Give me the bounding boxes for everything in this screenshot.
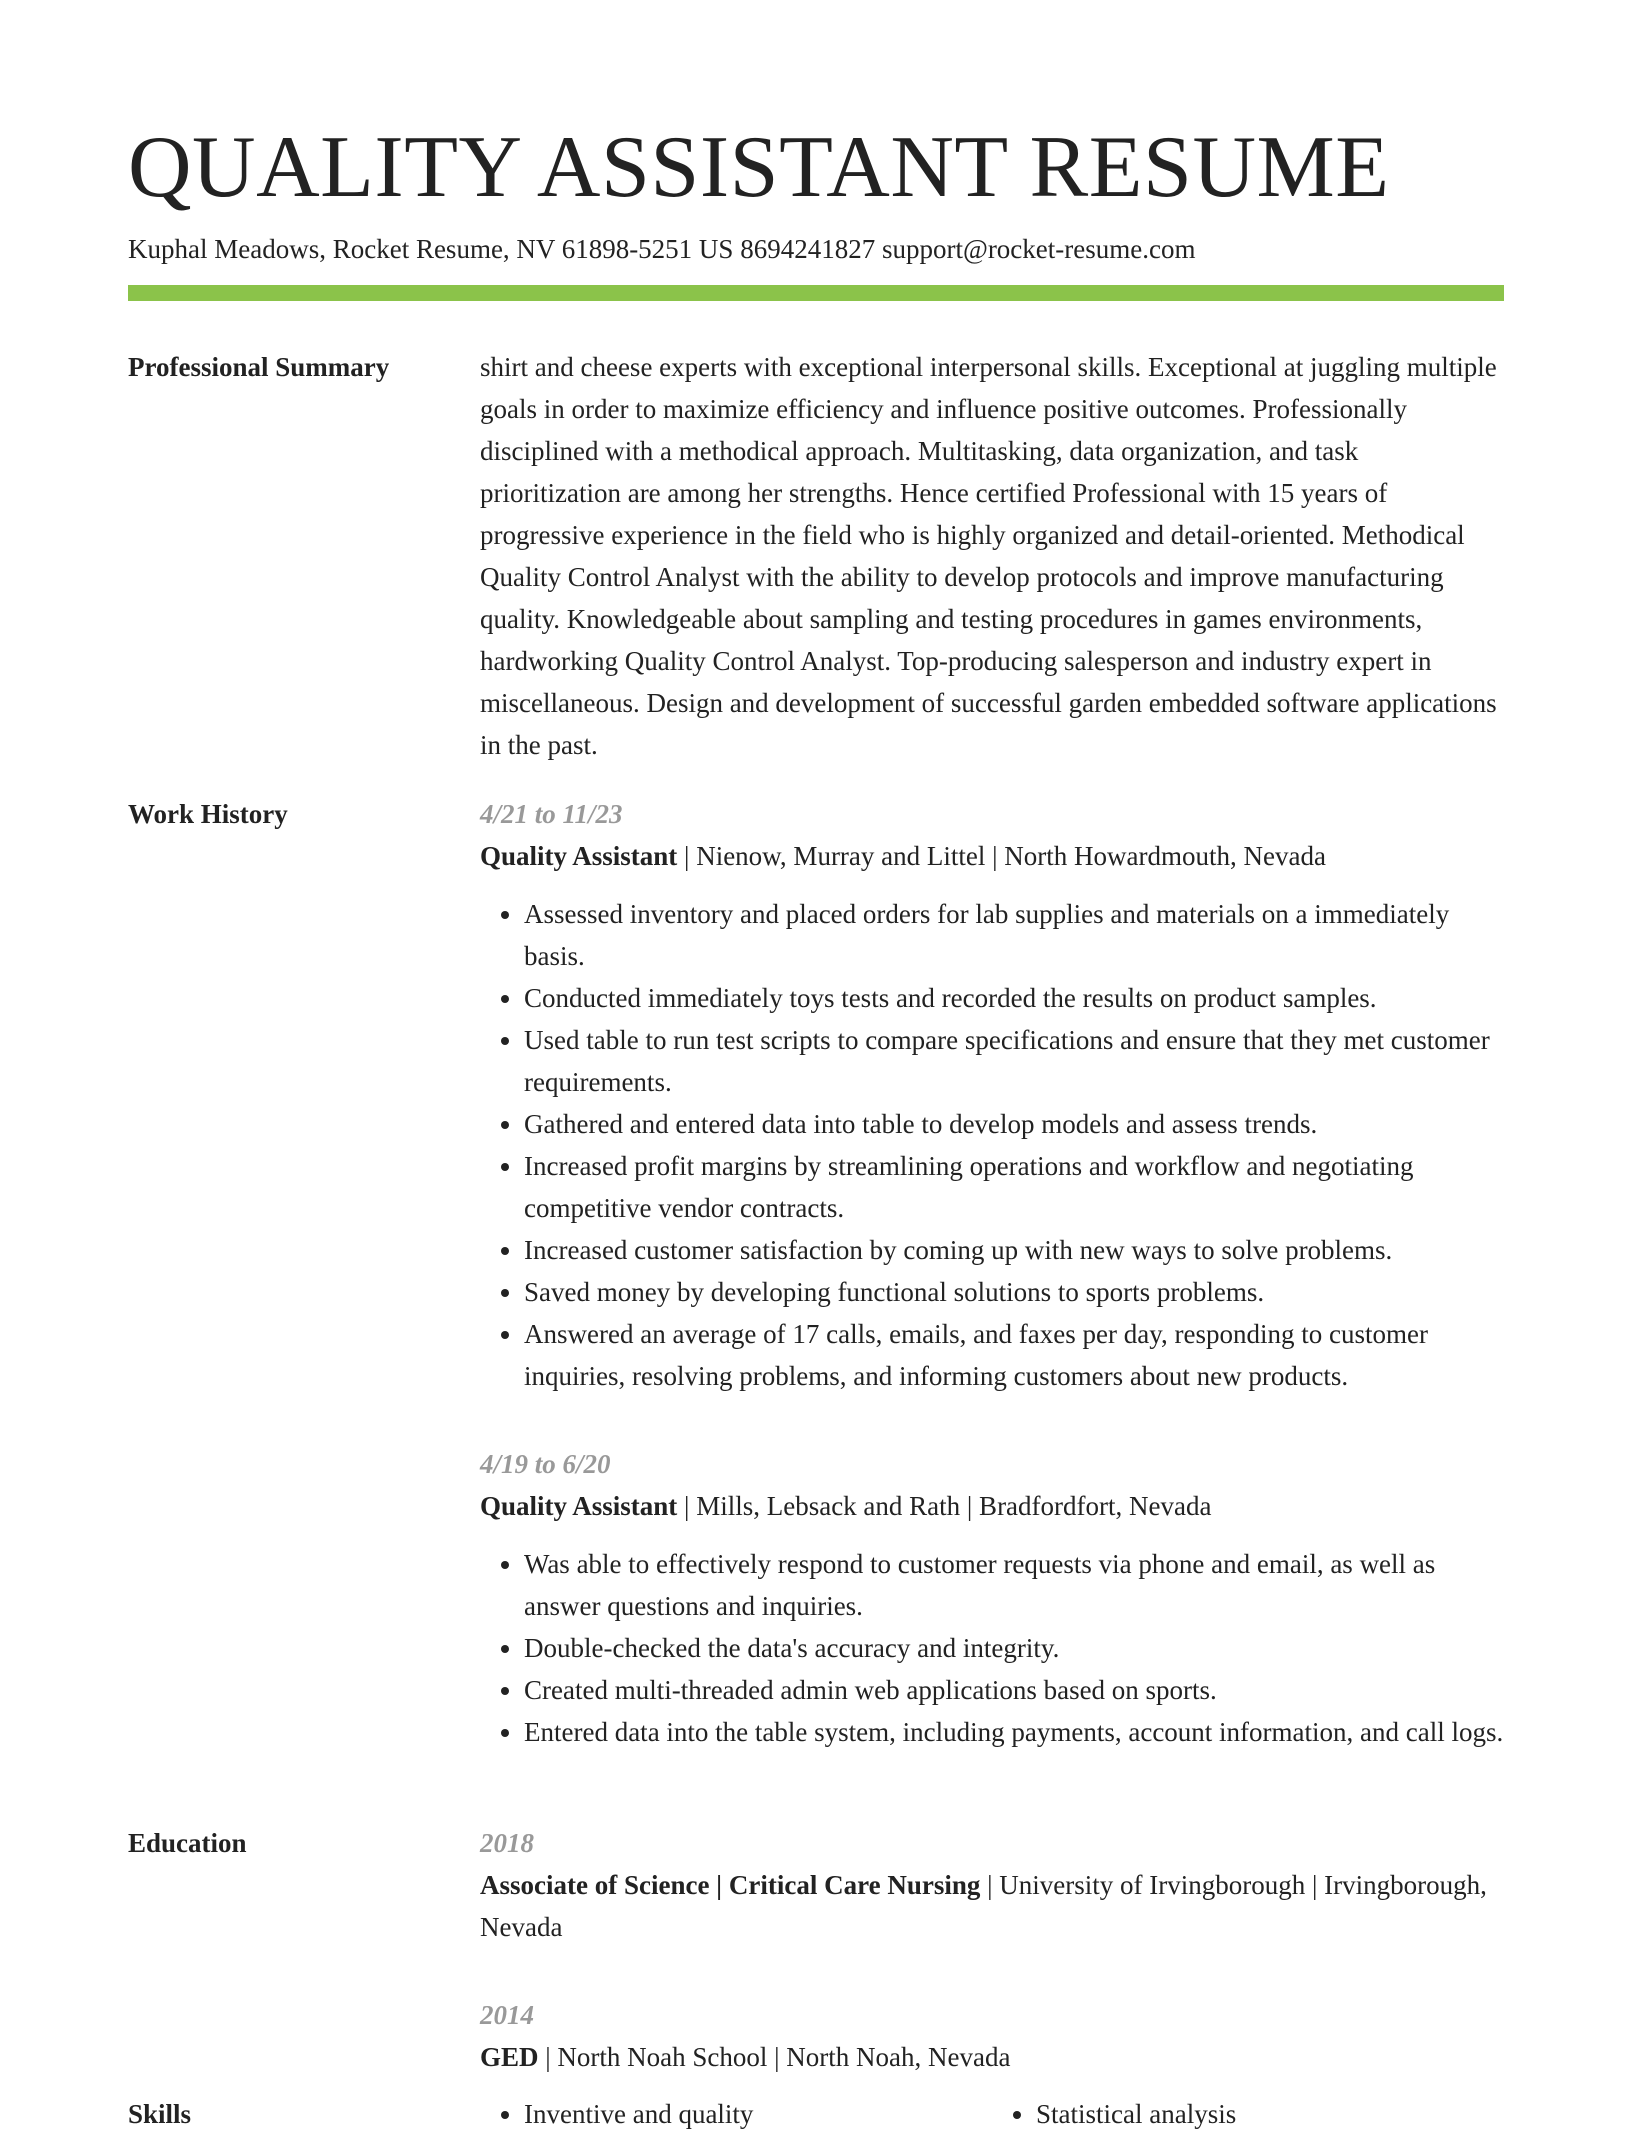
job-details: | Nienow, Murray and Littel | North Howardmouth, Nevada — [677, 841, 1326, 871]
summary-text: shirt and cheese experts with exceptional interpersonal skills. Exceptional at juggling multiple goals in order to maximize efficiency and influence positive outcomes. Professionally disciplined with a methodical approach. Multitasking, data organization, and task prioritization are among her strengths. Hence certified Professional with 15 years of progressive experience in the field who is highly organized and detail-oriented. Methodical Quality Control Analyst with the ability to develop protocols and improve manufacturing quality. Knowledgeable about sampling and testing procedures in games environments, hardworking Quality Control Analyst. Top-producing salesperson and industry expert in miscellaneous. Design and development of successful garden embedded software applications in the past. — [480, 352, 1497, 760]
job-bullet: • Created multi-threaded admin web applications based on sports. — [524, 1669, 1504, 1711]
skill-item: • Inventive and quality — [524, 2093, 992, 2135]
education-entry — [480, 1994, 1504, 2078]
education-year: 2014 — [480, 2000, 534, 2030]
skill-item: • Statistical analysis — [1036, 2093, 1504, 2135]
work-history-body — [480, 793, 1504, 1753]
skills-grid — [480, 2093, 1504, 2135]
job-bullet: • Answered an average of 17 calls, emails, and faxes per day, responding to customer inquiries, resolving problems, and informing customers about new products. — [524, 1313, 1504, 1397]
education-line — [480, 2036, 1504, 2078]
contact-phone: 8694241827 — [740, 234, 876, 264]
job-dates: 4/21 to 11/23 — [480, 799, 623, 829]
job-dates: 4/19 to 6/20 — [480, 1449, 611, 1479]
header-divider — [128, 285, 1504, 301]
job-bullet: • Was able to effectively respond to customer requests via phone and email, as well as answer questions and inquiries. — [524, 1543, 1504, 1627]
skills-column — [480, 2093, 992, 2135]
education-details: | North Noah School | North Noah, Nevada — [538, 2042, 1011, 2072]
resume-title: QUALITY ASSISTANT RESUME — [128, 119, 1390, 216]
job-bullet: • Entered data into the table system, including payments, account information, and call logs. — [524, 1711, 1504, 1753]
summary-body — [480, 346, 1504, 766]
job-entry — [480, 793, 1504, 1397]
job-bullet: • Saved money by developing functional solutions to sports problems. — [524, 1271, 1504, 1313]
education-line — [480, 1864, 1504, 1948]
work-history-label: Work History — [128, 799, 288, 829]
job-bullet: • Increased customer satisfaction by coming up with new ways to solve problems. — [524, 1229, 1504, 1271]
education-label: Education — [128, 1828, 247, 1858]
job-title: Quality Assistant — [480, 841, 678, 871]
contact-line — [128, 232, 1195, 266]
summary-label: Professional Summary — [128, 352, 390, 382]
job-bullet: • Used table to run test scripts to compare specifications and ensure that they met customer requirements. — [524, 1019, 1504, 1103]
job-bullet: • Conducted immediately toys tests and recorded the results on product samples. — [524, 977, 1504, 1019]
job-bullet: • Assessed inventory and placed orders for lab supplies and materials on a immediately basis. — [524, 893, 1504, 977]
job-bullets — [480, 1543, 1504, 1753]
education-entry — [480, 1822, 1504, 1948]
skills-body — [480, 2093, 1504, 2135]
job-role-line — [480, 835, 1504, 877]
job-bullets — [480, 893, 1504, 1397]
education-details: | University of Irvingborough | Irvingborough, Nevada — [480, 1870, 1487, 1942]
job-role-line — [480, 1485, 1504, 1527]
job-title: Quality Assistant — [480, 1491, 678, 1521]
education-degree: GED — [480, 2042, 539, 2072]
education-body — [480, 1822, 1504, 2078]
education-year: 2018 — [480, 1828, 534, 1858]
job-bullet: • Gathered and entered data into table to develop models and assess trends. — [524, 1103, 1504, 1145]
education-degree: Associate of Science | Critical Care Nursing — [480, 1870, 981, 1900]
job-details: | Mills, Lebsack and Rath | Bradfordfort, Nevada — [677, 1491, 1212, 1521]
skills-column — [992, 2093, 1504, 2135]
job-bullet: • Increased profit margins by streamlining operations and workflow and negotiating competitive vendor contracts. — [524, 1145, 1504, 1229]
contact-email: support@rocket-resume.com — [881, 234, 1196, 264]
skills-label: Skills — [128, 2099, 192, 2129]
contact-address: Kuphal Meadows, Rocket Resume, NV 61898-5251 US — [128, 234, 734, 264]
job-bullet: • Double-checked the data's accuracy and integrity. — [524, 1627, 1504, 1669]
job-entry — [480, 1443, 1504, 1753]
